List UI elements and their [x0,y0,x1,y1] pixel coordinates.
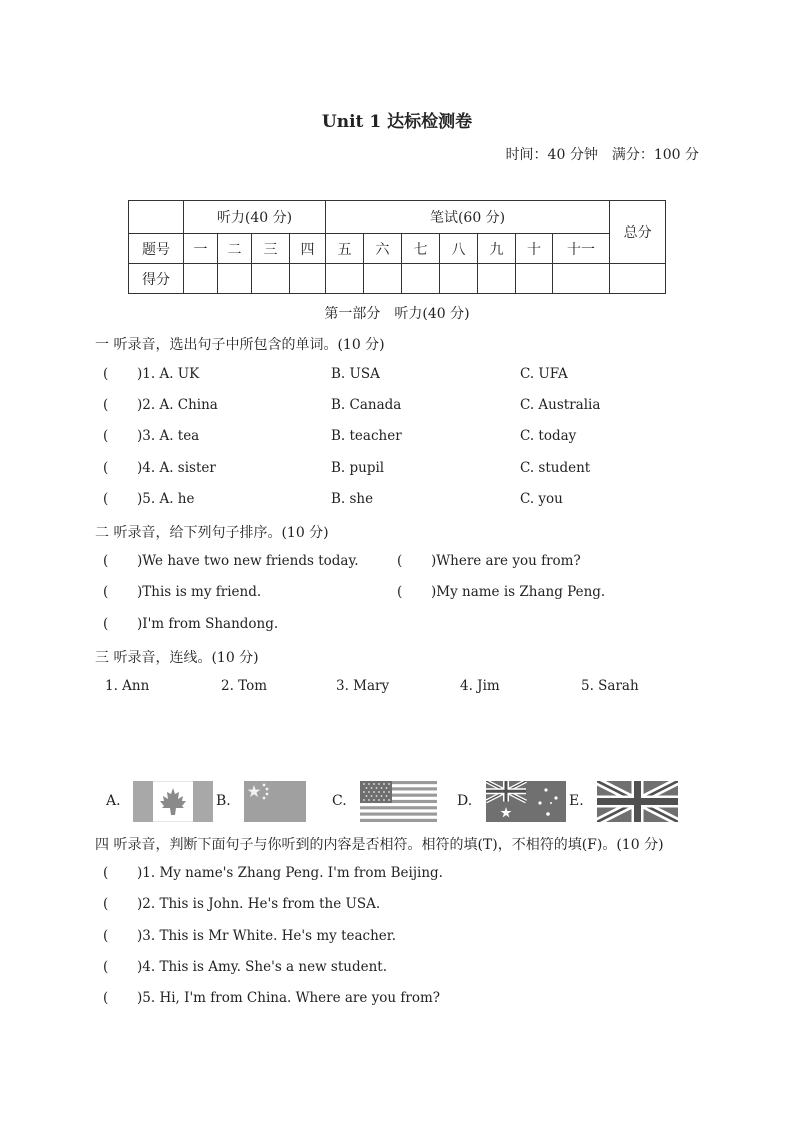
question-number: 一 [184,234,218,264]
answer-blank[interactable]: ( )5. A. he [103,491,195,507]
usa-flag-icon[interactable] [360,781,437,822]
score-cell[interactable] [290,264,326,294]
listening-header: 听力(40 分) [184,201,326,234]
uk-flag-icon[interactable] [597,781,678,822]
option-c: C. you [520,491,563,507]
total-header: 总分 [610,201,666,264]
section1-heading: 一 听录音，选出句子中所包含的单词。(10 分) [95,337,385,353]
sentence-order-item[interactable]: ( )My name is Zhang Peng. [397,584,606,600]
flag-label-d: D. [457,793,473,809]
name-ann[interactable]: 1. Ann [105,678,150,694]
section2-heading: 二 听录音，给下列句子排序。(10 分) [95,525,329,541]
writing-header: 笔试(60 分) [326,201,610,234]
true-false-item[interactable]: ( )4. This is Amy. She's a new student. [103,959,388,975]
flag-label-c: C. [332,793,347,809]
score-cell[interactable] [184,264,218,294]
sentence-order-item[interactable]: ( )This is my friend. [103,584,262,600]
total-score-cell[interactable] [610,264,666,294]
flag-label-e: E. [569,793,584,809]
score-cell[interactable] [252,264,290,294]
score-cell[interactable] [553,264,610,294]
question-number: 四 [290,234,326,264]
question-number: 六 [364,234,402,264]
option-b: B. teacher [331,428,402,444]
option-b: B. pupil [331,460,385,476]
option-c: C. student [520,460,591,476]
question-number: 二 [218,234,252,264]
option-b: B. Canada [331,397,402,413]
score-cell[interactable] [478,264,516,294]
score-cell[interactable] [402,264,440,294]
name-jim[interactable]: 4. Jim [460,678,500,694]
question-number: 三 [252,234,290,264]
section3-heading: 三 听录音，连线。(10 分) [95,650,259,666]
option-b: B. USA [331,366,380,382]
question-number: 十一 [553,234,610,264]
sentence-order-item[interactable]: ( )I'm from Shandong. [103,616,279,632]
row-label-score: 得分 [129,264,184,294]
table-corner-cell [129,201,184,234]
row-label-number: 题号 [129,234,184,264]
score-cell[interactable] [440,264,478,294]
question-number: 七 [402,234,440,264]
section4-heading: 四 听录音，判断下面句子与你听到的内容是否相符。相符的填(T)，不相符的填(F)。(10 分) [95,837,664,853]
true-false-item[interactable]: ( )1. My name's Zhang Peng. I'm from Beijing. [103,865,443,881]
australia-flag-icon[interactable] [486,781,566,822]
option-c: C. UFA [520,366,568,382]
name-tom[interactable]: 2. Tom [221,678,268,694]
option-b: B. she [331,491,374,507]
score-cell[interactable] [218,264,252,294]
answer-blank[interactable]: ( )3. A. tea [103,428,200,444]
question-number: 五 [326,234,364,264]
score-table [128,200,666,294]
canada-flag-icon[interactable] [133,781,213,822]
question-number: 八 [440,234,478,264]
name-sarah[interactable]: 5. Sarah [581,678,639,694]
option-c: C. Australia [520,397,601,413]
sentence-order-item[interactable]: ( )We have two new friends today. [103,553,359,569]
flag-label-b: B. [216,793,231,809]
true-false-item[interactable]: ( )3. This is Mr White. He's my teacher. [103,928,397,944]
question-number: 九 [478,234,516,264]
page-title: Unit 1 达标检测卷 [321,112,473,132]
name-mary[interactable]: 3. Mary [336,678,390,694]
true-false-item[interactable]: ( )2. This is John. He's from the USA. [103,896,381,912]
flag-label-a: A. [106,793,121,809]
score-cell[interactable] [364,264,402,294]
answer-blank[interactable]: ( )1. A. UK [103,366,200,382]
answer-blank[interactable]: ( )4. A. sister [103,460,216,476]
part-one-title: 第一部分 听力(40 分) [324,306,470,322]
option-c: C. today [520,428,577,444]
time-score-info: 时间：40 分钟 满分：100 分 [505,147,699,163]
true-false-item[interactable]: ( )5. Hi, I'm from China. Where are you from? [103,990,441,1006]
china-flag-icon[interactable] [244,781,306,822]
sentence-order-item[interactable]: ( )Where are you from? [397,553,581,569]
score-cell[interactable] [326,264,364,294]
score-cell[interactable] [516,264,553,294]
answer-blank[interactable]: ( )2. A. China [103,397,218,413]
question-number: 十 [516,234,553,264]
